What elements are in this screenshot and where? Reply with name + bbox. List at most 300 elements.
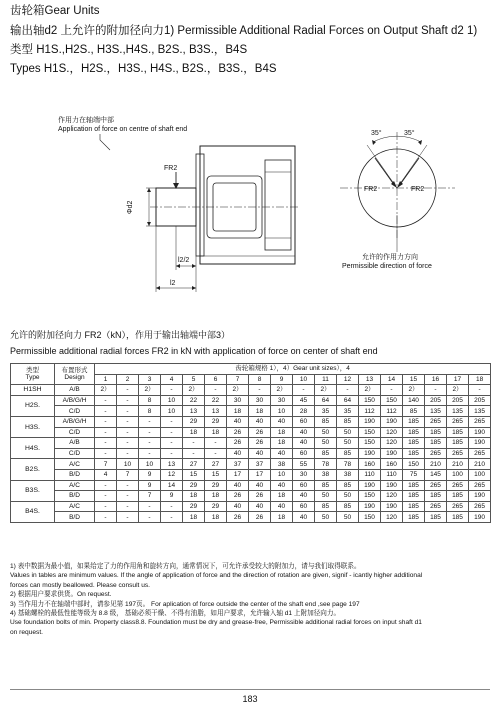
value-cell: 18 <box>183 512 205 523</box>
l2-label: l2 <box>170 280 176 287</box>
type-header-cell <box>11 364 55 385</box>
size-header-cell: 5 <box>183 374 205 385</box>
size-header-cell: 9 <box>271 374 293 385</box>
value-cell: 18 <box>271 438 293 449</box>
value-cell: - <box>469 385 491 396</box>
value-cell: 10 <box>139 459 161 470</box>
type-cell: B2S. <box>11 459 55 480</box>
value-cell: - <box>95 501 117 512</box>
value-cell: 185 <box>403 448 425 459</box>
value-cell: 190 <box>381 480 403 491</box>
value-cell: 40 <box>271 416 293 427</box>
value-cell: 26 <box>227 512 249 523</box>
design-header-cell <box>55 364 95 385</box>
value-cell: 38 <box>315 469 337 480</box>
value-cell: 205 <box>469 395 491 406</box>
size-header-cell: 15 <box>403 374 425 385</box>
value-cell: 13 <box>183 406 205 417</box>
value-cell: 37 <box>249 459 271 470</box>
value-cell: - <box>117 385 139 396</box>
value-cell: - <box>161 512 183 523</box>
value-cell: 85 <box>337 416 359 427</box>
design-cell: A/B <box>55 385 95 396</box>
value-cell: - <box>139 427 161 438</box>
value-cell: 26 <box>249 491 271 502</box>
d2-label: Φd2 <box>127 200 134 214</box>
value-cell: 40 <box>249 480 271 491</box>
direction-caption-cn: 允许的作用力方向 <box>362 254 418 261</box>
value-cell: 2） <box>315 385 337 396</box>
value-cell: 18 <box>205 491 227 502</box>
value-cell: 22 <box>183 395 205 406</box>
value-cell: 150 <box>359 491 381 502</box>
value-cell: 18 <box>227 406 249 417</box>
value-cell: - <box>183 448 205 459</box>
value-cell: 85 <box>315 501 337 512</box>
value-cell: - <box>161 427 183 438</box>
angle-right-label: 35° <box>404 130 415 137</box>
value-cell: 26 <box>249 438 271 449</box>
value-cell: 40 <box>249 501 271 512</box>
page-number: 183 <box>242 694 258 704</box>
value-cell: 18 <box>183 491 205 502</box>
value-cell: 18 <box>205 427 227 438</box>
value-cell: 7 <box>139 491 161 502</box>
size-header-cell: 4 <box>161 374 183 385</box>
value-cell: - <box>249 385 271 396</box>
value-cell: 112 <box>359 406 381 417</box>
value-cell: 7 <box>95 459 117 470</box>
value-cell: 210 <box>447 459 469 470</box>
note-line: Use foundation bolts of min. Property class8.8. Foundation must be dry and grease-free, Permissible additional radial forces on input shaft d1 <box>10 619 422 627</box>
note-line: forces can mostly beallowed. Please consult us. <box>10 581 151 589</box>
value-cell: 35 <box>315 406 337 417</box>
value-cell: - <box>95 448 117 459</box>
value-cell: 50 <box>337 512 359 523</box>
value-cell: 26 <box>249 512 271 523</box>
value-cell: - <box>95 512 117 523</box>
value-cell: 8 <box>139 395 161 406</box>
value-cell: 190 <box>381 501 403 512</box>
value-cell: 110 <box>359 469 381 480</box>
type-cell: H3S. <box>11 416 55 437</box>
type-header-en: Type <box>25 374 40 382</box>
value-cell: - <box>205 438 227 449</box>
value-cell: 29 <box>183 416 205 427</box>
value-cell: 26 <box>227 438 249 449</box>
value-cell: 40 <box>293 491 315 502</box>
footnotes <box>10 562 494 637</box>
value-cell: 85 <box>315 480 337 491</box>
value-cell: - <box>139 512 161 523</box>
value-cell: - <box>293 385 315 396</box>
value-cell: 185 <box>447 512 469 523</box>
table-row <box>11 469 491 480</box>
radial-force-table <box>10 363 491 523</box>
value-cell: 9 <box>139 469 161 480</box>
value-cell: 265 <box>425 416 447 427</box>
value-cell: 15 <box>205 469 227 480</box>
value-cell: - <box>117 427 139 438</box>
note-line: Values in tables are minimum values. If the angle of application of force and the direction of rotation are given, signif - icantly higher additional <box>10 572 423 580</box>
size-header-cell: 7 <box>227 374 249 385</box>
value-cell: - <box>205 448 227 459</box>
value-cell: 26 <box>227 427 249 438</box>
value-cell: 37 <box>227 459 249 470</box>
note-line: 1) 表中数据为最小值，如果给定了力的作用角和旋转方向，通常情况下，可允许承受较大的附加力，请与我们取得联系。 <box>10 563 361 570</box>
value-cell: 265 <box>469 416 491 427</box>
value-cell: 13 <box>161 459 183 470</box>
design-cell: B/D <box>55 469 95 480</box>
value-cell: 85 <box>337 480 359 491</box>
value-cell: 40 <box>249 416 271 427</box>
value-cell: 75 <box>403 469 425 480</box>
value-cell: 205 <box>447 395 469 406</box>
value-cell: 190 <box>469 427 491 438</box>
value-cell: 185 <box>403 416 425 427</box>
value-cell: - <box>425 385 447 396</box>
value-cell: 27 <box>205 459 227 470</box>
section-title-cn: 允许的附加径向力 FR2（kN），作用于输出轴端中部3） <box>10 330 231 340</box>
value-cell: 160 <box>381 459 403 470</box>
force-direction-diagram <box>0 0 500 300</box>
value-cell: 185 <box>425 491 447 502</box>
value-cell: - <box>117 501 139 512</box>
table-row <box>11 459 491 470</box>
value-cell: 150 <box>381 395 403 406</box>
value-cell: 50 <box>315 491 337 502</box>
design-cell: A/C <box>55 459 95 470</box>
value-cell: 35 <box>337 406 359 417</box>
value-cell: 150 <box>403 459 425 470</box>
value-cell: 145 <box>425 469 447 480</box>
header-types-cn: 类型 H1S.,H2S., H3S.,H4S., B2S., B3S.，B4S <box>10 44 248 56</box>
value-cell: 185 <box>425 512 447 523</box>
value-cell: 190 <box>469 512 491 523</box>
value-cell: 265 <box>425 448 447 459</box>
value-cell: 50 <box>337 438 359 449</box>
value-cell: 265 <box>425 501 447 512</box>
footer-rule <box>10 689 490 690</box>
value-cell: 22 <box>205 395 227 406</box>
angle-left-label: 35° <box>371 130 382 137</box>
size-header-cell: 2 <box>117 374 139 385</box>
value-cell: 120 <box>381 438 403 449</box>
design-cell: A/C <box>55 480 95 491</box>
value-cell: 120 <box>381 512 403 523</box>
type-header-cn: 类型 <box>26 366 39 374</box>
value-cell: 18 <box>183 427 205 438</box>
value-cell: - <box>117 480 139 491</box>
value-cell: 45 <box>293 395 315 406</box>
value-cell: - <box>161 448 183 459</box>
size-header-cell: 3 <box>139 374 161 385</box>
value-cell: 18 <box>271 427 293 438</box>
value-cell: 185 <box>403 491 425 502</box>
value-cell: 50 <box>337 491 359 502</box>
value-cell: 40 <box>227 448 249 459</box>
value-cell: - <box>95 480 117 491</box>
size-header-cell: 14 <box>381 374 403 385</box>
value-cell: 185 <box>403 438 425 449</box>
value-cell: 2） <box>95 385 117 396</box>
value-cell: 185 <box>447 491 469 502</box>
value-cell: 17 <box>249 469 271 480</box>
size-header-cell: 11 <box>315 374 337 385</box>
value-cell: 265 <box>447 501 469 512</box>
header-subtitle: 输出轴d2 上允许的附加径向力1) Permissible Additional Radial Forces on Output Shaft d2 1) <box>10 25 478 37</box>
value-cell: - <box>161 416 183 427</box>
table-header-row <box>11 364 491 375</box>
value-cell: 40 <box>293 512 315 523</box>
table-row <box>11 501 491 512</box>
value-cell: 40 <box>293 427 315 438</box>
value-cell: 26 <box>249 427 271 438</box>
design-header-cn: 布置形式 <box>61 366 88 374</box>
value-cell: 17 <box>227 469 249 480</box>
value-cell: 50 <box>315 512 337 523</box>
value-cell: 85 <box>315 448 337 459</box>
type-cell: H1SH <box>11 385 55 396</box>
value-cell: 185 <box>425 438 447 449</box>
value-cell: 60 <box>293 480 315 491</box>
value-cell: 190 <box>469 438 491 449</box>
fr2-label: FR2 <box>164 165 178 172</box>
value-cell: 265 <box>425 480 447 491</box>
value-cell: 18 <box>249 406 271 417</box>
value-cell: 60 <box>293 416 315 427</box>
value-cell: - <box>183 438 205 449</box>
value-cell: 185 <box>403 427 425 438</box>
value-cell: - <box>95 395 117 406</box>
table-row <box>11 385 491 396</box>
value-cell: - <box>95 406 117 417</box>
value-cell: 13 <box>205 406 227 417</box>
value-cell: 2） <box>271 385 293 396</box>
design-cell: C/D <box>55 427 95 438</box>
value-cell: 110 <box>381 469 403 480</box>
value-cell: 14 <box>161 480 183 491</box>
value-cell: 38 <box>271 459 293 470</box>
table-row <box>11 395 491 406</box>
size-header-cell: 18 <box>469 374 491 385</box>
value-cell: 60 <box>293 448 315 459</box>
value-cell: 78 <box>337 459 359 470</box>
value-cell: 205 <box>425 395 447 406</box>
value-cell: 40 <box>271 448 293 459</box>
table-row <box>11 438 491 449</box>
value-cell: 30 <box>271 395 293 406</box>
value-cell: 15 <box>183 469 205 480</box>
diagram-caption-en: Application of force on centre of shaft end <box>58 126 188 133</box>
value-cell: - <box>139 501 161 512</box>
value-cell: 185 <box>447 427 469 438</box>
value-cell: 210 <box>469 459 491 470</box>
size-header-cell: 13 <box>359 374 381 385</box>
value-cell: 30 <box>249 395 271 406</box>
value-cell: - <box>139 416 161 427</box>
table-row <box>11 406 491 417</box>
value-cell: - <box>95 427 117 438</box>
value-cell: 29 <box>205 501 227 512</box>
value-cell: 140 <box>403 395 425 406</box>
design-header-en: Design <box>64 374 85 382</box>
value-cell: 112 <box>381 406 403 417</box>
value-cell: 10 <box>161 406 183 417</box>
table-row <box>11 416 491 427</box>
value-cell: 190 <box>469 491 491 502</box>
design-cell: A/B/G/H <box>55 395 95 406</box>
value-cell: 9 <box>161 491 183 502</box>
value-cell: 40 <box>293 438 315 449</box>
value-cell: 29 <box>183 501 205 512</box>
value-cell: 50 <box>337 427 359 438</box>
value-cell: 85 <box>337 448 359 459</box>
value-cell: 18 <box>271 512 293 523</box>
value-cell: - <box>95 416 117 427</box>
note-line: 3) 当作用力不在轴端中部时，请参见第 197页。 For aplication of force outside the center of the shaft end ,see page 197 <box>10 600 360 608</box>
value-cell: 9 <box>139 480 161 491</box>
value-cell: 185 <box>403 512 425 523</box>
value-cell: 265 <box>469 480 491 491</box>
value-cell: 29 <box>183 480 205 491</box>
value-cell: 78 <box>315 459 337 470</box>
value-cell: 40 <box>227 480 249 491</box>
value-cell: - <box>139 438 161 449</box>
fr2-left-label: FR2 <box>364 186 378 193</box>
value-cell: 85 <box>403 406 425 417</box>
table-row <box>11 491 491 502</box>
value-cell: 2） <box>447 385 469 396</box>
value-cell: 190 <box>359 501 381 512</box>
value-cell: 265 <box>447 416 469 427</box>
value-cell: 26 <box>227 491 249 502</box>
value-cell: 185 <box>403 480 425 491</box>
size-header-cell: 6 <box>205 374 227 385</box>
value-cell: 150 <box>359 395 381 406</box>
size-header-cell: 16 <box>425 374 447 385</box>
value-cell: 100 <box>447 469 469 480</box>
value-cell: - <box>117 491 139 502</box>
value-cell: - <box>117 512 139 523</box>
value-cell: 135 <box>447 406 469 417</box>
note-line: on request. <box>10 628 43 636</box>
value-cell: 10 <box>271 469 293 480</box>
design-cell: C/D <box>55 448 95 459</box>
value-cell: 2） <box>227 385 249 396</box>
value-cell: 30 <box>293 469 315 480</box>
value-cell: 265 <box>469 501 491 512</box>
table-row <box>11 427 491 438</box>
value-cell: - <box>205 385 227 396</box>
type-cell: H2S. <box>11 395 55 416</box>
fr2-right-label: FR2 <box>411 186 425 193</box>
value-cell: 185 <box>447 438 469 449</box>
direction-caption-en: Permissible direction of force <box>342 263 432 270</box>
value-cell: 2） <box>359 385 381 396</box>
section-title-en: Permissible additional radial forces FR2 in kN with application of force on center of shaft end <box>10 346 378 356</box>
value-cell: 100 <box>469 469 491 480</box>
value-cell: 10 <box>161 395 183 406</box>
value-cell: 2） <box>139 385 161 396</box>
value-cell: 38 <box>337 469 359 480</box>
header-types-en: Types H1S.，H2S.，H3S., H4S., B2S.，B3S.，B4S <box>10 63 277 75</box>
value-cell: 135 <box>425 406 447 417</box>
value-cell: 150 <box>359 427 381 438</box>
value-cell: - <box>117 395 139 406</box>
value-cell: 50 <box>315 438 337 449</box>
type-cell: B3S. <box>11 480 55 501</box>
size-header-cell: 10 <box>293 374 315 385</box>
value-cell: 55 <box>293 459 315 470</box>
value-cell: 265 <box>469 448 491 459</box>
value-cell: 150 <box>359 512 381 523</box>
value-cell: - <box>139 448 161 459</box>
value-cell: - <box>381 385 403 396</box>
design-cell: B/D <box>55 512 95 523</box>
value-cell: 40 <box>249 448 271 459</box>
value-cell: 8 <box>139 406 161 417</box>
value-cell: 185 <box>403 501 425 512</box>
value-cell: 185 <box>425 427 447 438</box>
value-cell: - <box>117 448 139 459</box>
value-cell: - <box>161 438 183 449</box>
value-cell: 135 <box>469 406 491 417</box>
size-header-cell: 12 <box>337 374 359 385</box>
value-cell: 18 <box>271 491 293 502</box>
size-header-cell: 17 <box>447 374 469 385</box>
value-cell: 85 <box>337 501 359 512</box>
value-cell: 160 <box>359 459 381 470</box>
design-cell: C/D <box>55 406 95 417</box>
header-title: 齿轮箱Gear Units <box>10 5 100 17</box>
value-cell: 40 <box>271 480 293 491</box>
value-cell: 40 <box>271 501 293 512</box>
table-row <box>11 448 491 459</box>
value-cell: - <box>117 438 139 449</box>
design-cell: B/D <box>55 491 95 502</box>
size-header-cell: 1 <box>95 374 117 385</box>
value-cell: 265 <box>447 448 469 459</box>
value-cell: 60 <box>293 501 315 512</box>
value-cell: 18 <box>205 512 227 523</box>
value-cell: 12 <box>161 469 183 480</box>
value-cell: 10 <box>271 406 293 417</box>
value-cell: - <box>95 438 117 449</box>
value-cell: 190 <box>381 448 403 459</box>
sizes-header-cell: 齿轮箱规格 1），4）Gear unit sizes），4 <box>95 364 491 375</box>
value-cell: 190 <box>381 416 403 427</box>
value-cell: 30 <box>227 395 249 406</box>
value-cell: 64 <box>337 395 359 406</box>
value-cell: 190 <box>359 480 381 491</box>
value-cell: 40 <box>227 416 249 427</box>
value-cell: 120 <box>381 427 403 438</box>
note-line: 2) 根据用户要求供货。On request. <box>10 591 112 599</box>
value-cell: 40 <box>227 501 249 512</box>
value-cell: 29 <box>205 480 227 491</box>
design-cell: A/B <box>55 438 95 449</box>
design-cell: A/B/G/H <box>55 416 95 427</box>
value-cell: 120 <box>381 491 403 502</box>
table-row <box>11 480 491 491</box>
type-cell: B4S. <box>11 501 55 522</box>
value-cell: 2） <box>183 385 205 396</box>
value-cell: - <box>161 385 183 396</box>
value-cell: 85 <box>315 416 337 427</box>
value-cell: 265 <box>447 480 469 491</box>
table-row <box>11 512 491 523</box>
